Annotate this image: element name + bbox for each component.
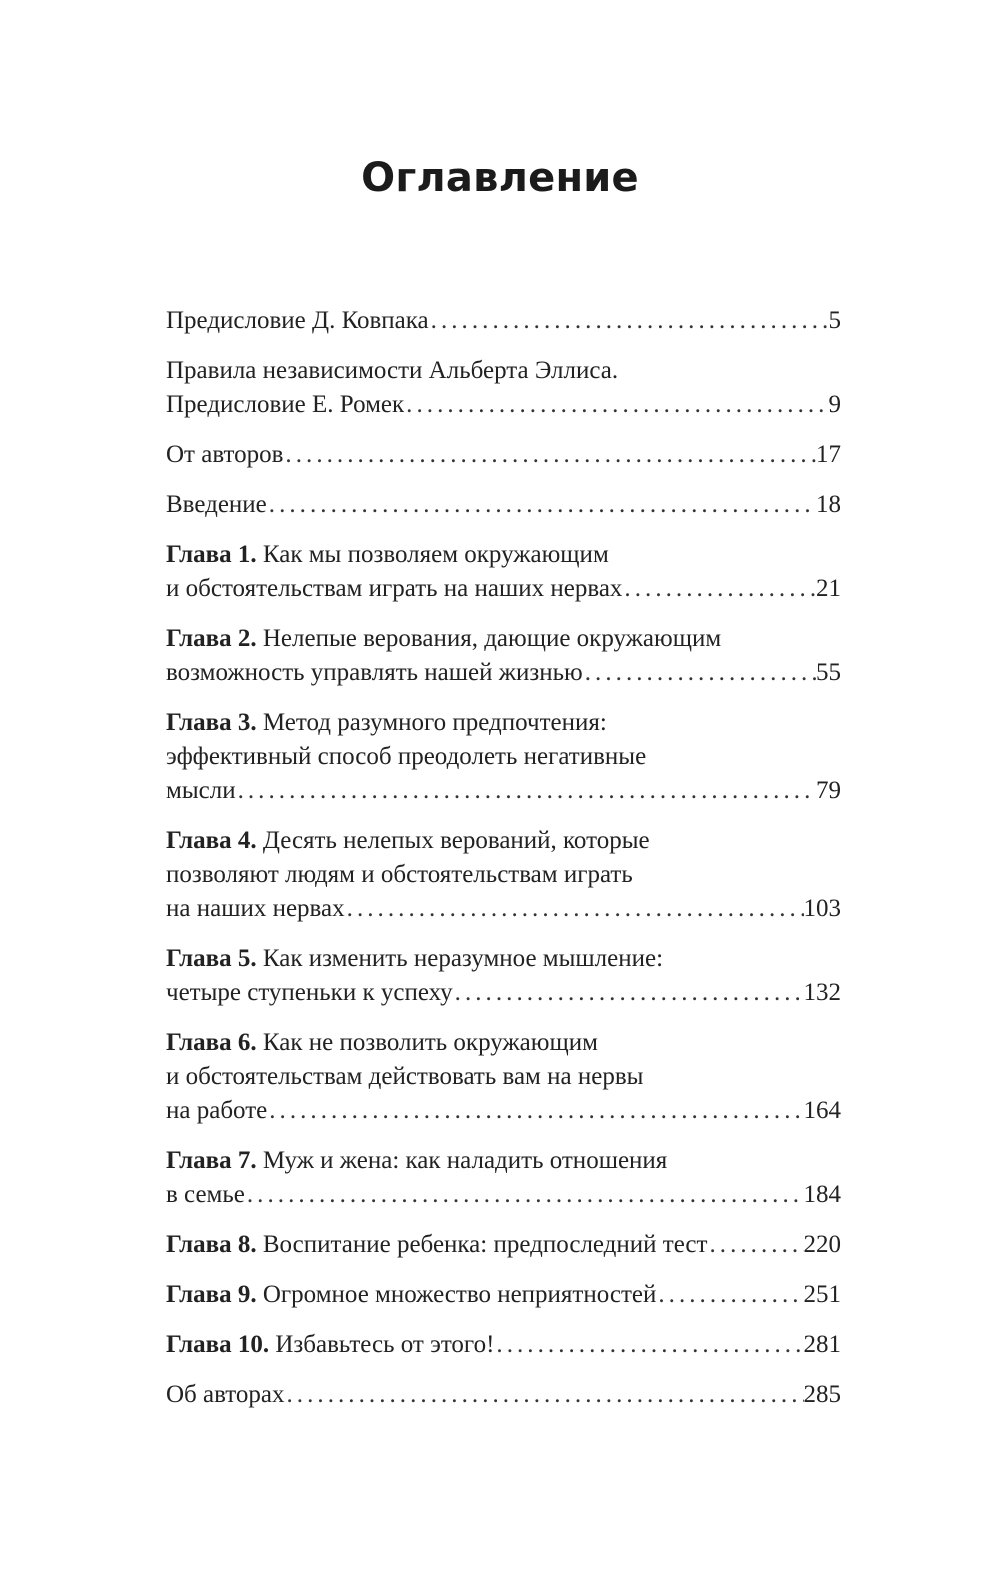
toc-entry	[166, 1278, 841, 1312]
toc-entry-final-line	[166, 774, 841, 808]
page-number: 55	[816, 659, 841, 686]
toc-entry-text: Предисловие Е. Ромек	[166, 391, 405, 418]
toc-entry	[166, 1228, 841, 1262]
page-number: 103	[803, 895, 841, 922]
toc-entry-final-line	[166, 1178, 841, 1212]
chapter-label: Глава 3.	[166, 709, 257, 736]
toc-entry-final-line	[166, 1094, 841, 1128]
toc-entry-title	[166, 1178, 245, 1212]
dot-leader	[283, 438, 816, 472]
toc-entry-line	[166, 622, 841, 656]
toc-entry-text: на работе	[166, 1097, 268, 1124]
toc-entry-line	[166, 740, 841, 774]
page-number: 285	[803, 1381, 841, 1408]
toc-entry-text: Десять нелепых верований, которые	[262, 827, 650, 854]
page-number: 5	[828, 307, 841, 334]
toc-entry-text: в семье	[166, 1181, 245, 1208]
toc-entry	[166, 1026, 841, 1128]
toc-entry	[166, 1144, 841, 1212]
page-number: 281	[803, 1331, 841, 1358]
toc-entry	[166, 706, 841, 808]
toc-entry	[166, 538, 841, 606]
page-number: 17	[816, 441, 841, 468]
dot-leader	[453, 976, 804, 1010]
toc-entry-line	[166, 1144, 841, 1178]
page-number: 18	[816, 491, 841, 518]
toc-entry-text: Огромное множество неприятностей	[262, 1281, 657, 1308]
toc-entry	[166, 622, 841, 690]
page-number: 184	[803, 1181, 841, 1208]
toc-entry-text: Избавьтесь от этого!	[275, 1331, 495, 1358]
dot-leader	[245, 1178, 804, 1212]
toc-entry-line	[166, 1026, 841, 1060]
page-title: Оглавление	[361, 155, 639, 201]
chapter-label: Глава 9.	[166, 1281, 257, 1308]
toc-entry	[166, 1328, 841, 1362]
page-number: 164	[803, 1097, 841, 1124]
toc-entry-line	[166, 858, 841, 892]
chapter-label: Глава 2.	[166, 625, 257, 652]
toc-entry-title	[166, 656, 583, 690]
dot-leader	[236, 774, 816, 808]
toc-entry-final-line	[166, 892, 841, 926]
toc-entry-final-line	[166, 1328, 841, 1362]
toc-entry-title	[166, 1378, 285, 1412]
dot-leader	[622, 572, 816, 606]
dot-leader	[267, 488, 816, 522]
page-number: 9	[828, 391, 841, 418]
toc-entry	[166, 304, 841, 338]
toc-entry-text: Предисловие Д. Ковпака	[166, 307, 429, 334]
toc-entry-text: Нелепые верования, дающие окружающим	[262, 625, 722, 652]
toc-entry-final-line	[166, 572, 841, 606]
dot-leader	[494, 1328, 803, 1362]
toc-entry-text: Как мы позволяем окружающим	[262, 541, 609, 568]
toc-entry-final-line	[166, 488, 841, 522]
chapter-label: Глава 5.	[166, 945, 257, 972]
toc-entry-text: и обстоятельствам действовать вам на нервы	[166, 1063, 644, 1090]
toc-entry-line	[166, 706, 841, 740]
dot-leader	[404, 388, 828, 422]
toc-entry	[166, 438, 841, 472]
toc-entry-final-line	[166, 656, 841, 690]
toc-entry-text: Метод разумного предпочтения:	[262, 709, 607, 736]
toc-entry-text: позволяют людям и обстоятельствам играть	[166, 861, 633, 888]
toc-entry-final-line	[166, 1378, 841, 1412]
toc-entry	[166, 488, 841, 522]
toc-entry-text: Муж и жена: как наладить отношения	[262, 1147, 668, 1174]
toc-entry-text: и обстоятельствам играть на наших нервах	[166, 575, 623, 602]
toc-entry-final-line	[166, 976, 841, 1010]
table-of-contents	[166, 304, 841, 1428]
toc-entry-text: Введение	[166, 491, 267, 518]
toc-entry-title	[166, 488, 267, 522]
page-number: 21	[816, 575, 841, 602]
dot-leader	[285, 1378, 804, 1412]
dot-leader	[429, 304, 829, 338]
toc-entry-text: Воспитание ребенка: предпоследний тест	[262, 1231, 708, 1258]
toc-entry-line	[166, 354, 841, 388]
toc-entry-title	[166, 892, 345, 926]
toc-entry	[166, 1378, 841, 1412]
chapter-label: Глава 6.	[166, 1029, 257, 1056]
toc-entry-text: возможность управлять нашей жизнью	[166, 659, 583, 686]
toc-entry	[166, 824, 841, 926]
toc-entry-text: Как не позволить окружающим	[262, 1029, 598, 1056]
toc-entry-title	[166, 572, 622, 606]
chapter-label: Глава 8.	[166, 1231, 257, 1258]
toc-entry	[166, 942, 841, 1010]
toc-entry-final-line	[166, 1228, 841, 1262]
toc-entry	[166, 354, 841, 422]
chapter-label: Глава 10.	[166, 1331, 270, 1358]
dot-leader	[707, 1228, 803, 1262]
toc-entry-text: От авторов	[166, 441, 284, 468]
page-number: 132	[803, 979, 841, 1006]
dot-leader	[345, 892, 804, 926]
page-number: 220	[803, 1231, 841, 1258]
toc-entry-final-line	[166, 438, 841, 472]
toc-entry-text: мысли	[166, 777, 236, 804]
toc-entry-final-line	[166, 1278, 841, 1312]
chapter-label: Глава 7.	[166, 1147, 257, 1174]
toc-entry-title	[166, 304, 429, 338]
toc-entry-title	[166, 976, 453, 1010]
toc-entry-title	[166, 774, 236, 808]
dot-leader	[583, 656, 816, 690]
toc-entry-text: эффективный способ преодолеть негативные	[166, 743, 647, 770]
toc-entry-line	[166, 824, 841, 858]
page-number: 79	[816, 777, 841, 804]
toc-entry-text: Об авторах	[166, 1381, 285, 1408]
toc-entry-text: четыре ступеньки к успеху	[166, 979, 453, 1006]
toc-entry-title	[166, 438, 283, 472]
page-number: 251	[803, 1281, 841, 1308]
toc-entry-title	[166, 1278, 656, 1312]
toc-entry-title	[166, 1094, 267, 1128]
toc-entry-final-line	[166, 304, 841, 338]
chapter-label: Глава 1.	[166, 541, 257, 568]
dot-leader	[267, 1094, 803, 1128]
toc-entry-text: Как изменить неразумное мышление:	[262, 945, 664, 972]
toc-entry-final-line	[166, 388, 841, 422]
toc-entry-text: Правила независимости Альберта Эллиса.	[166, 357, 619, 384]
toc-entry-line	[166, 1060, 841, 1094]
toc-entry-title	[166, 388, 404, 422]
toc-entry-text: на наших нервах	[166, 895, 345, 922]
toc-entry-line	[166, 538, 841, 572]
toc-entry-line	[166, 942, 841, 976]
toc-entry-title	[166, 1228, 707, 1262]
chapter-label: Глава 4.	[166, 827, 257, 854]
dot-leader	[656, 1278, 803, 1312]
toc-entry-title	[166, 1328, 494, 1362]
